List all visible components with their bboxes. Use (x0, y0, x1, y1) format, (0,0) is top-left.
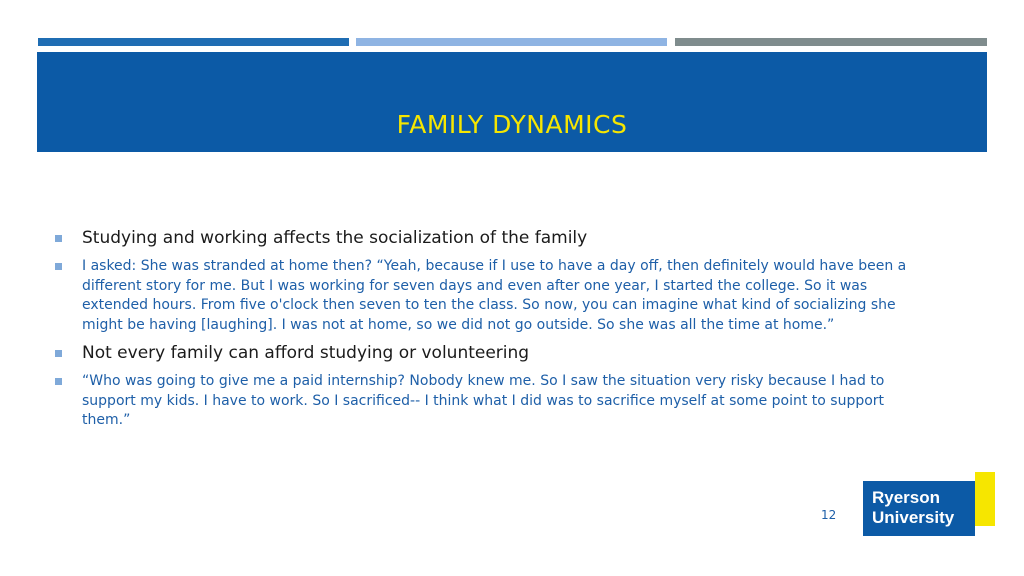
bullet-item (55, 341, 935, 365)
bullet-item (55, 226, 935, 250)
quote-text: “Who was going to give me a paid internship? Nobody knew me. So I saw the situation very risky because I had to support my kids. I have to work. So I sacrificed-- I think what I did was to sacrifice myself at some point to support them.” (82, 373, 885, 428)
square-bullet-icon (55, 235, 62, 242)
logo-line-1: Ryerson (872, 488, 941, 507)
square-bullet-icon (55, 350, 62, 357)
top-accent-bar-dark-blue (38, 38, 349, 46)
logo-wordmark (872, 488, 954, 528)
square-bullet-icon (55, 263, 62, 270)
bullet-item (55, 372, 935, 431)
university-logo (863, 481, 975, 536)
logo-yellow-bar (975, 472, 995, 526)
logo-line-2: University (872, 508, 955, 527)
bullet-text: Studying and working affects the socialization of the family (82, 228, 588, 248)
top-accent-bar-gray (675, 38, 987, 46)
square-bullet-icon (55, 378, 62, 385)
bullet-list (55, 226, 935, 437)
quote-text: I asked: She was stranded at home then? “Yeah, because if I use to have a day off, then definitely would have been a different story for me. But I was working for seven days and even after one year, I started the college. So it was extended hours. From five o'clock then seven to ten the class. So now, you can imagine what kind of socializing she might be having [laughing]. I was not at home, so we did not go outside. So she was all the time at home.” (82, 258, 907, 333)
title-banner (37, 52, 987, 152)
bullet-text: Not every family can afford studying or volunteering (82, 343, 530, 363)
page-number: 12 (821, 508, 837, 522)
top-accent-bar-light-blue (356, 38, 667, 46)
slide-title: FAMILY DYNAMICS (396, 110, 628, 139)
bullet-item (55, 257, 935, 335)
